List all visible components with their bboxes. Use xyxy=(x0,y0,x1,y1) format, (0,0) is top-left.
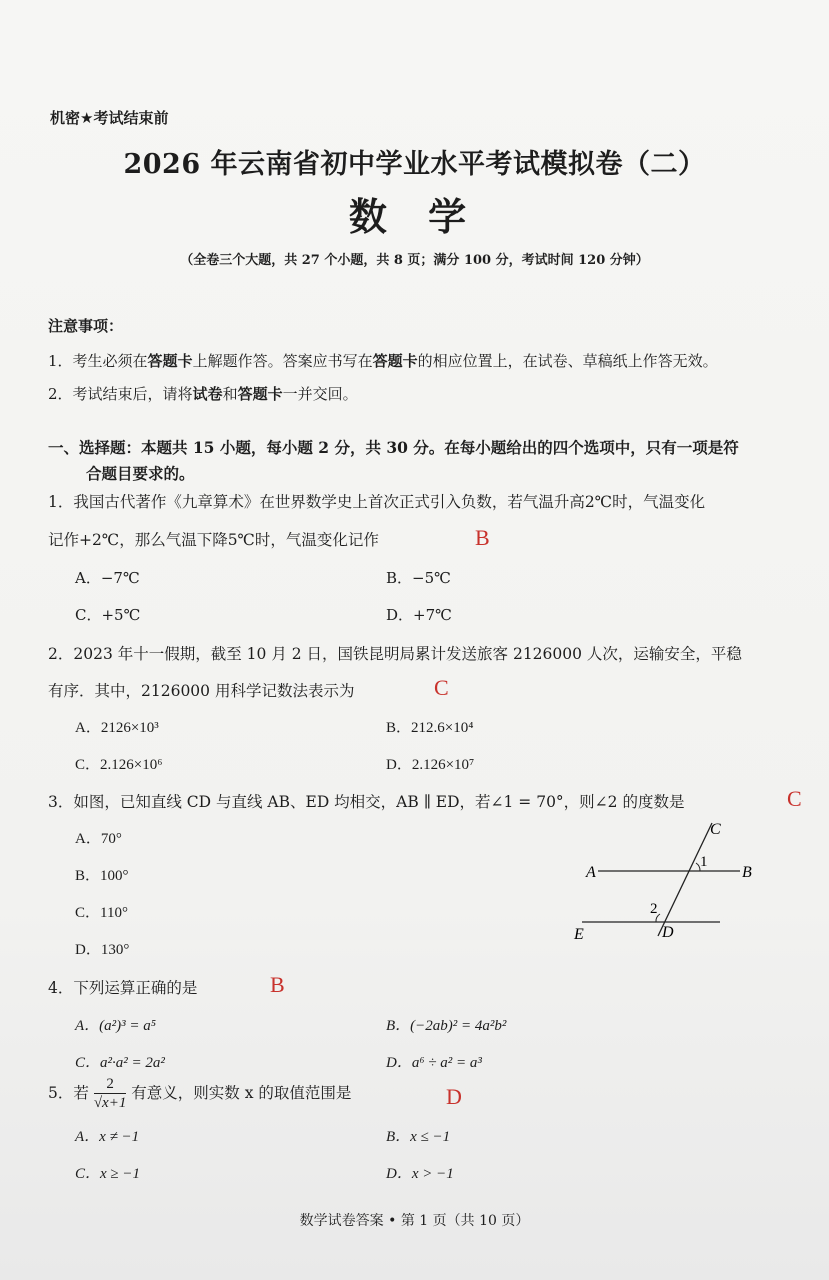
label-e: E xyxy=(574,926,584,943)
label-b: B xyxy=(742,864,752,881)
label-a: A xyxy=(586,864,596,881)
answer-mark-q3: C xyxy=(787,786,802,811)
question-2-line1: 2．2023 年十一假期，截至 10 月 2 日，国铁昆明局累计发送旅客 2126000 人次，运输安全，平稳 xyxy=(48,645,742,663)
question-5-line: 5．若 $\frac{2}{√x+1}$ 有意义，则实数 x 的取值范围是 xyxy=(48,1076,352,1111)
q4-option-c: C．a²·a² = 2a² xyxy=(75,1055,165,1071)
q5-fraction: $\frac{2}{√x+1}$ xyxy=(93,1076,127,1111)
notes-heading: 注意事项： xyxy=(48,317,124,335)
q4-option-d: D．a⁶ ÷ a² = a³ xyxy=(386,1055,482,1071)
angle-2-label: 2 xyxy=(650,901,658,917)
q1-option-d: D．+7℃ xyxy=(386,606,452,624)
line-cd xyxy=(658,823,712,936)
exam-title: 2026 年云南省初中学业水平考试模拟卷（二） xyxy=(123,149,706,180)
question-3-line: 3．如图，已知直线 CD 与直线 AB、ED 均相交，AB ∥ ED，若∠1 = 70°，则∠2 的度数是 xyxy=(48,793,685,811)
exam-info: （全卷三个大题，共 27 个小题，共 8 页；满分 100 分，考试时间 120 分钟） xyxy=(180,253,649,268)
q3-figure xyxy=(560,815,780,945)
q3-option-a: A．70° xyxy=(75,831,122,847)
answer-mark-q4: B xyxy=(270,972,285,997)
q2-option-b: B．212.6×10⁴ xyxy=(386,720,474,736)
question-2-line2: 有序．其中，2126000 用科学记数法表示为 xyxy=(48,682,355,700)
answer-mark-q1: B xyxy=(475,525,490,550)
q3-option-d: D．130° xyxy=(75,942,130,958)
q1-option-c: C．+5℃ xyxy=(75,606,141,624)
answer-mark-q2: C xyxy=(434,675,449,700)
question-4-line: 4．下列运算正确的是 xyxy=(48,979,198,997)
section-heading-cont: 合题目要求的。 xyxy=(86,464,195,483)
label-c: C xyxy=(710,821,721,838)
q2-option-a: A．2126×10³ xyxy=(75,720,159,736)
q4-option-a: A．(a²)³ = a⁵ xyxy=(75,1018,156,1034)
section-heading: 一、选择题：本题共 15 小题，每小题 2 分，共 30 分。在每小题给出的四个选项中，只有一项是符 xyxy=(48,438,739,457)
question-1-line1: 1．我国古代著作《九章算术》在世界数学史上首次正式引入负数，若气温升高2℃时，气温变化 xyxy=(48,493,706,511)
q5-option-b: B．x ≤ −1 xyxy=(386,1129,451,1145)
angle-1-label: 1 xyxy=(700,854,708,870)
note-item-1: 1．考生必须在答题卡上解题作答。答案应书写在答题卡的相应位置上，在试卷、草稿纸上作答无效。 xyxy=(48,352,718,370)
q4-option-b: B．(−2ab)² = 4a²b² xyxy=(386,1018,507,1034)
q2-option-d: D．2.126×10⁷ xyxy=(386,757,475,773)
q5-option-a: A．x ≠ −1 xyxy=(75,1129,140,1145)
q2-option-c: C．2.126×10⁶ xyxy=(75,757,163,773)
confidential-label: 机密★考试结束前 xyxy=(50,109,169,127)
q1-option-b: B．−5℃ xyxy=(386,569,451,587)
q5-option-c: C．x ≥ −1 xyxy=(75,1166,141,1182)
label-d: D xyxy=(662,924,674,941)
q5-option-d: D．x > −1 xyxy=(386,1166,454,1182)
page-footer: 数学试卷答案 • 第 1 页（共 10 页） xyxy=(299,1213,530,1229)
q3-option-b: B．100° xyxy=(75,868,129,884)
subject-title: 数 学 xyxy=(348,194,481,239)
q1-option-a: A．−7℃ xyxy=(75,569,140,587)
question-1-line2: 记作+2℃，那么气温下降5℃时，气温变化记作 xyxy=(48,531,379,549)
q3-option-c: C．110° xyxy=(75,905,128,921)
note-item-2: 2．考试结束后，请将试卷和答题卡一并交回。 xyxy=(48,385,358,403)
answer-mark-q5: D xyxy=(446,1084,462,1109)
